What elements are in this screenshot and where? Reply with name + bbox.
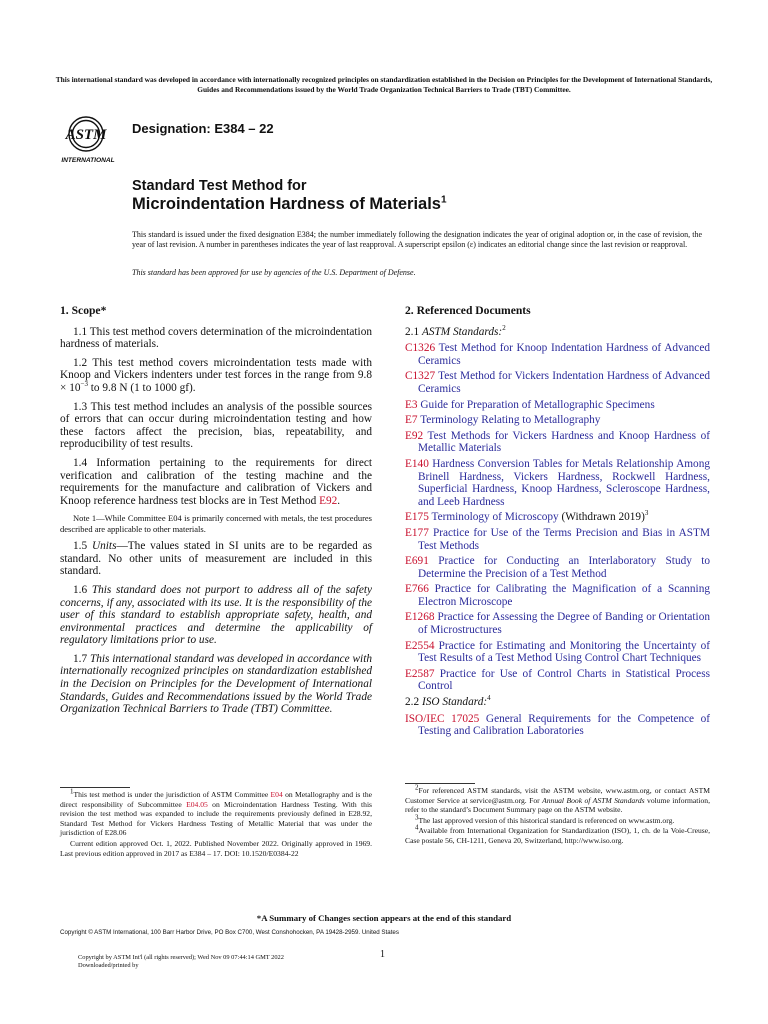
footnote-2-text-a: For referenced ASTM standards, visit the ASTM website, www.astm.org, or contact ASTM Customer Service at service@astm.org. For — [405, 786, 710, 805]
footnote-3 — [405, 813, 710, 826]
title-line-1: Standard Test Method for — [132, 178, 307, 194]
ref-code[interactable]: E691 — [405, 555, 429, 568]
footnote-1-text-a: This test method is under the jurisdiction of ASTM Committee — [73, 790, 271, 799]
ref-e3[interactable] — [405, 399, 710, 412]
scope-1-7-num: 1.7 — [73, 652, 90, 665]
scope-heading: 1. Scope* — [60, 304, 107, 317]
scope-1-5-num: 1.5 — [73, 540, 92, 553]
scope-1-1: 1.1 This test method covers determination of the microindentation hardness of materials. — [60, 325, 372, 351]
footnotes-left — [60, 787, 373, 859]
ref-desc[interactable]: Terminology Relating to Metallography — [420, 414, 601, 427]
footnote-3-mark: 3 — [415, 813, 419, 822]
ref-code[interactable]: C1327 — [405, 370, 436, 383]
footnote-4-text: Available from International Organization for Standardization (ISO), 1, ch. de la Voie-Creuse, Case postale 56, CH-1211, Geneva 20, Switzerland, http://www.iso.org. — [405, 826, 710, 845]
scope-1-4 — [60, 457, 372, 507]
astm-standards-label — [405, 323, 710, 339]
scope-1-5-text: —The values stated in SI units are to be regarded as standard. No other units of measurement are included in this standard. — [60, 540, 373, 578]
iso-label-text: ISO Standard: — [421, 696, 488, 709]
ref-code[interactable]: E3 — [405, 398, 418, 411]
scope-1-4-end: . — [337, 494, 341, 507]
astm-logo — [58, 112, 124, 168]
page-number: 1 — [380, 949, 385, 960]
scope-1-2-text-b: to 9.8 N (1 to 1000 gf). — [87, 381, 196, 394]
link-e04-05[interactable]: E04.05 — [186, 799, 208, 809]
ref-e766[interactable] — [405, 583, 710, 608]
footnotes-right — [405, 783, 711, 847]
ref-code[interactable]: ISO/IEC 17025 — [405, 712, 480, 725]
right-column — [405, 305, 710, 741]
footnote-1-text-c: on Microindentation Hardness Testing. With this revision the test method was expanded to include the requirements previously defined in E28.92, Standard Test Method for Vickers Hardness Testing of Metallic Material that was under the jurisdiction of E28.06 — [60, 799, 373, 838]
ref-desc[interactable]: Practice for Calibrating the Magnification of a Scanning Electron Microscope — [418, 583, 710, 608]
footnote-2-text-b: volume information, refer to the standard’s Document Summary page on the ASTM website. — [405, 795, 711, 815]
ref-iso-17025[interactable] — [405, 713, 710, 738]
ref-e92[interactable] — [405, 430, 710, 455]
scope-1-4-text: 1.4 Information pertaining to the requirements for direct verification and calibration of the testing machine and the requirements for the manufacture and calibration of Vickers and Knoop reference hardness test blocks are in Test Method — [60, 456, 372, 507]
ref-desc[interactable]: Hardness Conversion Tables for Metals Relationship Among Brinell Hardness, Vickers Hardness, Rockwell Hardness, Superficial Hardness, Knoop Hardness, Scleroscope Hardness, and Leeb Hardness — [418, 457, 710, 508]
ref-c1326[interactable] — [405, 342, 710, 367]
footnote-2-mark: 2 — [415, 783, 419, 792]
footnote-4-mark: 4 — [415, 823, 419, 832]
scope-1-6 — [60, 584, 372, 647]
ref-e691[interactable] — [405, 555, 710, 580]
ref-desc[interactable]: Terminology of Microscopy — [431, 511, 559, 524]
ref-desc[interactable]: Practice for Estimating and Monitoring the Uncertainty of Test Results of a Test Method Using Control Chart Techniques — [418, 639, 710, 665]
ref-desc[interactable]: Test Method for Vickers Indentation Hardness of Advanced Ceramics — [418, 370, 711, 395]
ref-withdrawn: (Withdrawn 2019) — [558, 511, 645, 524]
scope-1-2-text-a: 1.2 This test method covers microindentation tests made with Knoop and Vickers indenters under test forces in the range from 9.8 × 10 — [60, 356, 372, 394]
scope-1-6-text: This standard does not purport to address all of the safety concerns, if any, associated with its use. It is the responsibility of the user of this standard to establish appropriate safety, health, and environmental practices and determine the applicability of regulatory limitations prior to use. — [60, 583, 372, 647]
international-standard-notice: This international standard was developed in accordance with internationally recognized principles on standardization established in the Decision on Principles for the Development of International Standards, Guides and Recommendations issued by the World Trade Organization Technical Barriers to Trade (TBT) Committee. — [55, 75, 713, 94]
copyright-line: Copyright © ASTM International, 100 Barr Harbor Drive, PO Box C700, West Conshohocken, PA 19428-2959. United States — [60, 929, 399, 936]
refdocs-heading: 2. Referenced Documents — [405, 304, 531, 317]
footnote-3-text: The last approved version of this historical standard is referenced on www.astm.org. — [418, 815, 675, 825]
ref-code[interactable]: E2587 — [405, 667, 435, 680]
current-edition-note: Current edition approved Oct. 1, 2022. Published November 2022. Originally approved in 1969. Last previous edition approved in 2017 as E384 – 17. DOI: 10.1520/E0384-22 — [60, 838, 372, 858]
footnote-1 — [60, 787, 373, 838]
ref-desc[interactable]: Guide for Preparation of Metallographic Specimens — [420, 398, 655, 411]
scope-1-7-text: This international standard was developed in accordance with internationally recognized principles on standardization established in the Decision on Principles for the Development of International Standards, Guides and Recommendations issued by the World Trade Organization Technical Barriers to Trade (TBT) Committee. — [60, 652, 372, 716]
ref-desc[interactable]: General Requirements for the Competence of Testing and Calibration Laboratories — [418, 712, 711, 738]
note-1: Note 1—While Committee E04 is primarily concerned with metals, the test procedures described are applicable to other materials. — [60, 513, 372, 534]
footnote-4 — [405, 823, 710, 845]
iso-label-num: 2.2 — [405, 696, 422, 709]
ref-code[interactable]: E1268 — [405, 611, 435, 624]
astm-label-footnote: 2 — [502, 323, 506, 332]
ref-desc[interactable]: Practice for Assessing the Degree of Banding or Orientation of Microstructures — [418, 611, 710, 637]
ref-e7[interactable] — [405, 414, 710, 427]
summary-of-changes-note: *A Summary of Changes section appears at the end of this standard — [256, 913, 512, 923]
link-e04[interactable]: E04 — [270, 790, 283, 799]
ref-code[interactable]: E177 — [405, 526, 429, 539]
footnote-2 — [405, 783, 711, 815]
footnote-2-italic: Annual Book of ASTM Standards — [542, 795, 645, 805]
scope-1-3: 1.3 This test method includes an analysis of the possible sources of errors that can occur during microindentation testing and how these factors affect the precision, bias, repeatability, and reproducibility of test results. — [60, 400, 372, 451]
copyright-stamp — [78, 954, 284, 970]
logo-text: ASTM — [65, 127, 107, 143]
ref-code[interactable]: E92 — [405, 429, 424, 442]
ref-e175[interactable] — [405, 511, 710, 524]
astm-label-text: ASTM Standards: — [421, 325, 503, 338]
link-e92[interactable]: E92 — [319, 494, 338, 507]
ref-code[interactable]: E175 — [405, 511, 429, 524]
ref-code[interactable]: E140 — [405, 457, 429, 470]
approval-note: This standard has been approved for use by agencies of the U.S. Department of Defense. — [132, 268, 416, 277]
ref-e175-footnote: 3 — [644, 509, 649, 518]
left-column — [60, 305, 372, 722]
iso-label-footnote: 4 — [487, 694, 491, 703]
scope-1-2-exponent: −3 — [80, 380, 88, 389]
ref-code[interactable]: E2554 — [405, 639, 435, 652]
ref-code[interactable]: E766 — [405, 583, 429, 596]
logo-subtext: INTERNATIONAL — [61, 157, 115, 164]
footnote-1-mark: 1 — [70, 787, 74, 796]
title-text: Microindentation Hardness of Materials — [132, 195, 441, 213]
footnote-1-text-b: on Metallography and is the direct responsibility of Subcommittee — [60, 790, 372, 809]
scope-1-2 — [60, 357, 372, 395]
title-line-2 — [132, 195, 447, 214]
astm-label-num: 2.1 — [405, 325, 422, 338]
iso-standard-label — [405, 696, 710, 709]
scope-1-5-units: Units — [91, 540, 117, 553]
ref-e177[interactable] — [405, 527, 710, 552]
ref-e140[interactable] — [405, 458, 710, 508]
title-footnote-mark: 1 — [440, 194, 447, 206]
scope-1-6-num: 1.6 — [73, 583, 92, 596]
ref-e1268[interactable] — [405, 611, 710, 636]
ref-desc[interactable]: Practice for Use of Control Charts in Statistical Process Control — [418, 667, 710, 693]
ref-desc[interactable]: Test Methods for Vickers Hardness and Knoop Hardness of Metallic Materials — [418, 429, 711, 455]
scope-1-7 — [60, 653, 372, 716]
designation: Designation: E384 – 22 — [132, 121, 274, 136]
ref-desc[interactable]: Test Method for Knoop Indentation Hardness of Advanced Ceramics — [418, 342, 710, 367]
ref-c1327[interactable] — [405, 370, 710, 395]
copyright-stamp-line-2: Downloaded/printed by — [78, 962, 139, 969]
issue-note: This standard is issued under the fixed designation E384; the number immediately following the designation indicates the year of original adoption or, in the case of revision, the year of last revision. A number in parentheses indicates the year of last reapproval. A superscript epsilon (ε) indicates an editorial change since the last revision or reapproval. — [132, 230, 702, 250]
ref-code[interactable]: C1326 — [405, 342, 436, 355]
scope-1-5 — [60, 540, 372, 578]
ref-e2587[interactable] — [405, 668, 710, 693]
copyright-stamp-line-1: Copyright by ASTM Int'l (all rights reserved); Wed Nov 09 07:44:14 GMT 2022 — [78, 954, 284, 961]
ref-e2554[interactable] — [405, 640, 710, 665]
ref-desc[interactable]: Practice for Conducting an Interlaboratory Study to Determine the Precision of a Test Method — [418, 555, 711, 580]
ref-desc[interactable]: Practice for Use of the Terms Precision and Bias in ASTM Test Methods — [418, 526, 710, 552]
ref-code[interactable]: E7 — [405, 414, 418, 427]
